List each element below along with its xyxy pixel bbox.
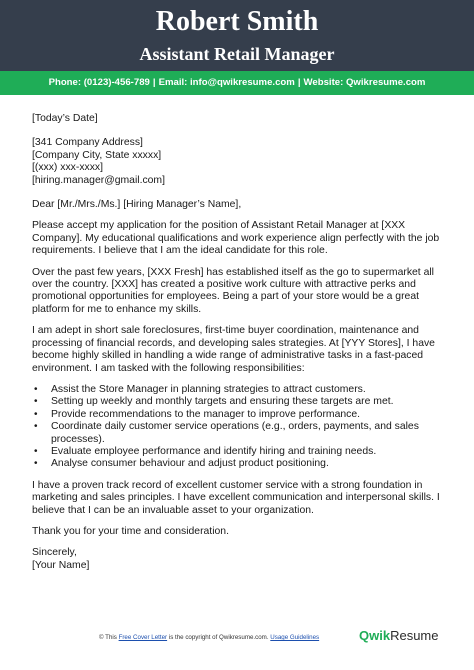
list-item: • Assist the Store Manager in planning strategies to attract customers. xyxy=(34,383,366,395)
footer xyxy=(0,628,474,648)
bullet-icon: • xyxy=(34,421,38,433)
usage-guidelines-link[interactable]: Usage Guidelines xyxy=(270,634,320,641)
header-banner xyxy=(0,0,474,71)
bullet-icon: • xyxy=(34,396,38,408)
contact-email: Email: info@qwikresume.com xyxy=(158,77,295,88)
paragraph-closing: I have a proven track record of excellent customer service with a strong foundation in marketing and sales principles. I have excellent communication and interpersonal skills. I believe that I can be an invaluable asset to your organization. xyxy=(32,479,440,516)
job-title: Assistant Retail Manager xyxy=(139,44,335,64)
contact-website: Website: Qwikresume.com xyxy=(303,77,426,88)
contact-separator: | xyxy=(297,77,301,88)
contact-phone: Phone: (0123)-456-789 xyxy=(48,77,150,88)
signature: [Your Name] xyxy=(32,559,90,571)
contact-separator: | xyxy=(152,77,156,88)
contact-bar xyxy=(0,71,474,95)
letter-body xyxy=(32,113,442,572)
recipient-address xyxy=(32,137,442,187)
closing: Sincerely, xyxy=(32,547,77,559)
bullet-icon: • xyxy=(34,408,38,420)
bullet-icon: • xyxy=(34,383,38,395)
responsibilities-list xyxy=(32,384,442,471)
free-cover-letter-link[interactable]: Free Cover Letter xyxy=(118,634,168,641)
paragraph-intro: Please accept my application for the position of Assistant Retail Manager at [XXX Company]. My educational qualifications and work experience align perfectly with the job requirements. I believe that I am the ideal candidate for this role. xyxy=(32,220,440,257)
bullet-icon: • xyxy=(34,445,38,457)
address-line: [hiring.manager@gmail.com] xyxy=(32,174,165,186)
paragraph-experience: I am adept in short sale foreclosures, first-time buyer coordination, maintenance and processing of financial records, and developing sales strategies. At [YYY Stores], I have become highly skilled in handling a wide range of administrative tasks in a fast-paced environment. I am tasked with the following responsibilities: xyxy=(32,325,435,374)
list-item: • Analyse consumer behaviour and adjust product positioning. xyxy=(34,458,329,470)
bullet-icon: • xyxy=(34,458,38,470)
address-line: [341 Company Address] xyxy=(32,137,143,149)
qwikresume-logo[interactable]: QwikResume xyxy=(359,628,439,643)
list-item: • Evaluate employee performance and identify hiring and training needs. xyxy=(34,445,377,457)
salutation: Dear [Mr./Mrs./Ms.] [Hiring Manager’s Name], xyxy=(32,199,242,211)
paragraph-company: Over the past few years, [XXX Fresh] has established itself as the go to supermarket all over the country. [XXX] has created a positive work culture with attractive perks and promotional opportunities for employees. Being a part of your store would be a great platform for me to enhance my skills. xyxy=(32,266,434,315)
candidate-name: Robert Smith xyxy=(155,6,319,37)
list-item: • Provide recommendations to the manager to improve performance. xyxy=(34,408,360,420)
address-line: [Company City, State xxxxx] xyxy=(32,149,162,161)
letter-date: [Today’s Date] xyxy=(32,113,98,124)
footer-copyright: © This Free Cover Letter is the copyright of Qwikresume.com. Usage Guidelines xyxy=(99,634,320,641)
list-item: • Coordinate daily customer service operations (e.g., orders, payments, and sales processes). xyxy=(34,421,419,445)
thanks-line: Thank you for your time and consideration. xyxy=(32,525,229,537)
address-line: [(xxx) xxx-xxxx] xyxy=(32,162,103,174)
list-item: • Setting up weekly and monthly targets and ensuring these targets are met. xyxy=(34,396,394,408)
